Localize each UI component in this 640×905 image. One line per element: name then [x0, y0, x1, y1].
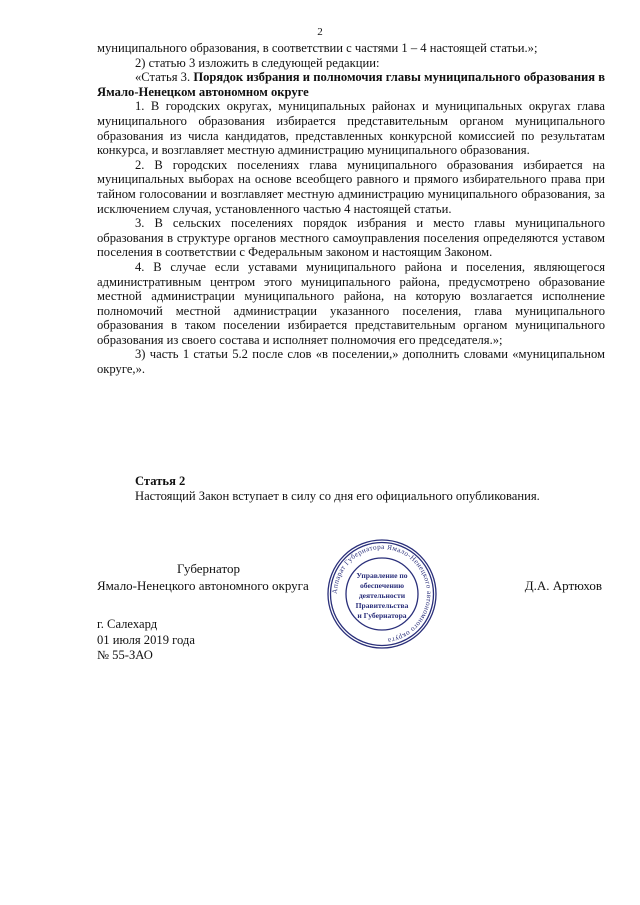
paragraph: 3. В сельских поселениях порядок избрания и место главы муниципального образования в структуре органов местного самоуправления поселения определяются уставом поселения в соответствии с Федеральным законом и настоящим Законом.	[97, 216, 605, 260]
stamp-line: обеспечению	[359, 581, 405, 590]
stamp-line: и Губернатора	[357, 611, 407, 620]
paragraph: 3) часть 1 статьи 5.2 после слов «в поселении,» дополнить словами «муниципальном округе,».	[97, 347, 605, 377]
paragraph: 2. В городских поселениях глава муниципального образования избирается на муниципальных выборах на основе всеобщего равного и прямого избирательного права при тайном голосовании и возглавляет местную администрацию муниципального образования, за исключением случая, установленного частью 4 настоящей статьи.	[97, 157, 605, 216]
stamp-line: деятельности	[358, 591, 406, 600]
stamp-ring-text: Аппарат Губернатора Ямало-Ненецкого автономного округа	[330, 542, 434, 645]
governor-title: Губернатор	[177, 561, 240, 576]
law-date: 01 июля 2019 года	[97, 632, 195, 647]
place-date-block	[97, 617, 195, 664]
article-3-label: «Статья 3.	[135, 70, 194, 85]
official-stamp	[326, 538, 438, 650]
document-body	[97, 41, 605, 377]
paragraph: 2) статью 3 изложить в следующей редакции:	[135, 55, 380, 70]
article-2-title: Статья 2	[135, 474, 186, 488]
paragraph: 1. В городских округах, муниципальных районах и муниципальных округах глава муниципального образования избирается представительным органом муниципального образования из числа кандидатов, представленных конкурсной комиссией по результатам конкурса, и возглавляет местную администрацию муниципального образования.	[97, 99, 605, 158]
page-number: 2	[317, 26, 323, 38]
city: г. Салехард	[97, 617, 158, 631]
article-2-text: Настоящий Закон вступает в силу со дня его официального опубликования.	[135, 488, 540, 503]
stamp-line: Управление по	[356, 571, 408, 580]
article-3-title: Порядок избрания и полномочия главы муниципального образования в Ямало-Ненецком автономном округе	[97, 70, 606, 99]
article-3-heading	[97, 70, 605, 99]
article-2-section	[97, 474, 605, 503]
paragraph: 4. В случае если уставами муниципального района и поселения, являющегося административным центром этого муниципального района, предусмотрено образование местной администрации муниципального района, на которую возлагается исполнение полномочий местной администрации указанного поселения, глава муниципального образования в таком поселении избирается представительным органом муниципального образования из своего состава и исполняет полномочия его председателя.»;	[97, 259, 605, 347]
paragraph: муниципального образования, в соответствии с частями 1 – 4 настоящей статьи.»;	[97, 41, 538, 55]
law-number: № 55-ЗАО	[97, 648, 153, 663]
governor-region: Ямало-Ненецкого автономного округа	[97, 578, 309, 593]
stamp-line: Правительства	[355, 601, 409, 610]
governor-name: Д.А. Артюхов	[524, 578, 602, 593]
